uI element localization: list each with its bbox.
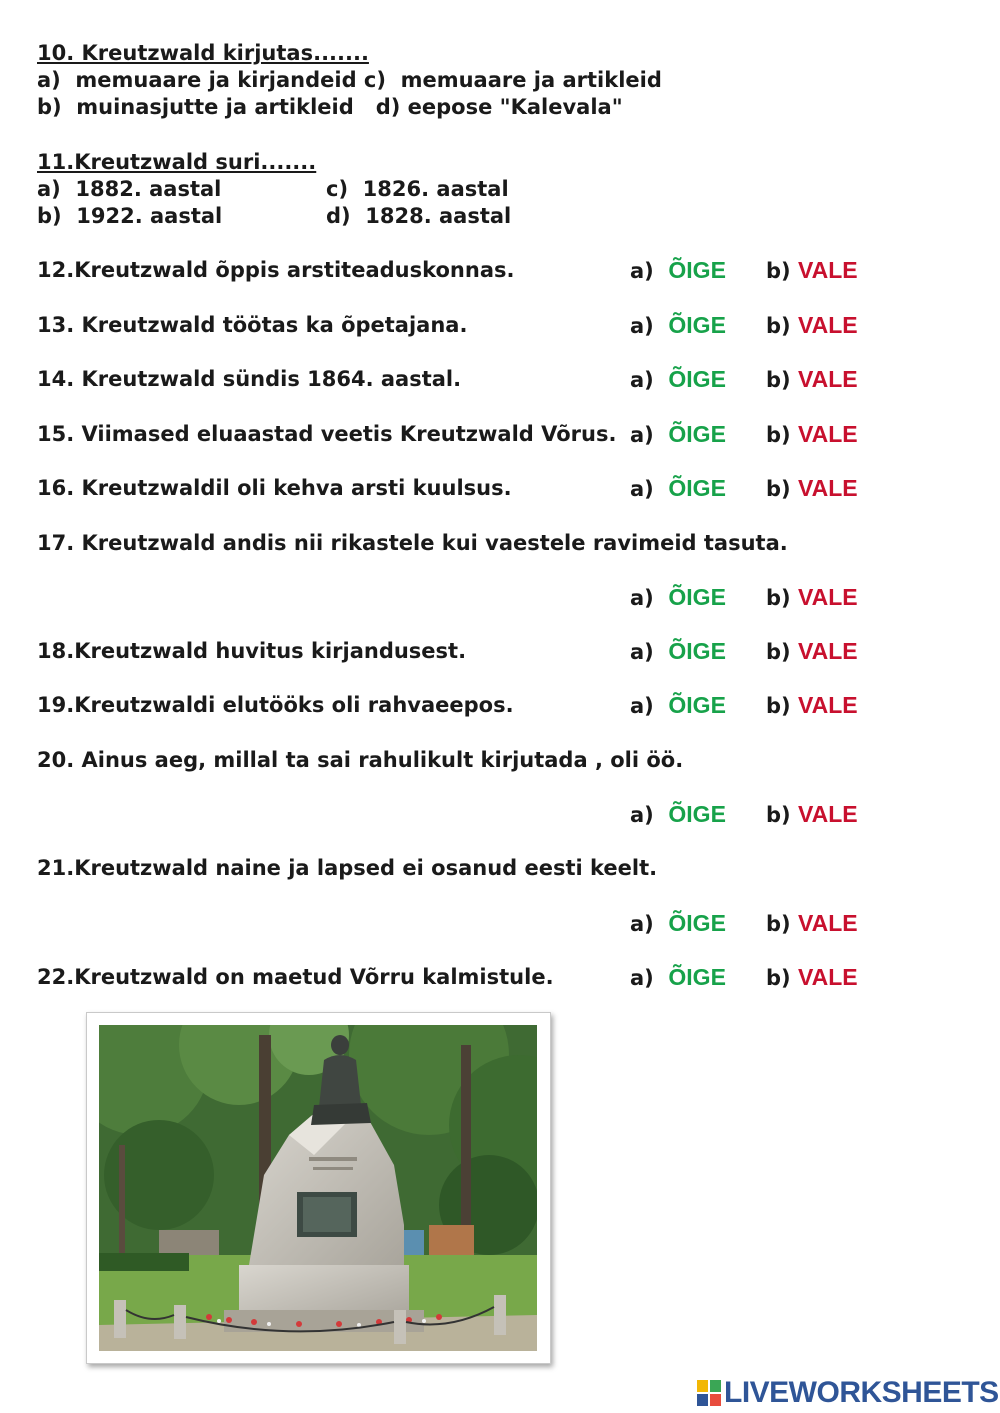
question-11-option-a: a) 1882. aastal bbox=[37, 177, 222, 201]
oige-label: ÕIGE bbox=[668, 692, 726, 718]
answer-19-option-vale[interactable] bbox=[766, 692, 858, 719]
statement-22: 22.Kreutzwald on maetud Võrru kalmistule. bbox=[37, 965, 554, 989]
option-letter-b: b) bbox=[766, 368, 791, 392]
answer-21-option-vale[interactable] bbox=[766, 910, 858, 937]
answer-19-option-oige[interactable] bbox=[630, 692, 726, 719]
question-10-title: 10. Kreutzwald kirjutas....... bbox=[37, 41, 369, 65]
option-letter-b: b) bbox=[766, 640, 791, 664]
oige-label: ÕIGE bbox=[668, 801, 726, 827]
answer-16-option-vale[interactable] bbox=[766, 475, 858, 502]
answer-12-option-oige[interactable] bbox=[630, 257, 726, 284]
answer-20-option-oige[interactable] bbox=[630, 801, 726, 828]
monument-photo bbox=[86, 1012, 551, 1364]
option-letter-a: a) bbox=[630, 586, 654, 610]
answer-22-option-vale[interactable] bbox=[766, 964, 858, 991]
option-letter-b: b) bbox=[766, 966, 791, 990]
statement-21: 21.Kreutzwald naine ja lapsed ei osanud eesti keelt. bbox=[37, 856, 658, 880]
oige-label: ÕIGE bbox=[668, 584, 726, 610]
question-11-option-b: b) 1922. aastal bbox=[37, 204, 223, 228]
statement-12: 12.Kreutzwald õppis arstiteaduskonnas. bbox=[37, 258, 515, 282]
oige-label: ÕIGE bbox=[668, 910, 726, 936]
answer-15-option-oige[interactable] bbox=[630, 421, 726, 448]
option-letter-b: b) bbox=[766, 912, 791, 936]
statement-20: 20. Ainus aeg, millal ta sai rahulikult kirjutada , oli öö. bbox=[37, 748, 684, 772]
option-letter-b: b) bbox=[766, 314, 791, 338]
question-10-options-row2: b) muinasjutte ja artikleid d) eepose "Kalevala" bbox=[37, 95, 623, 119]
statement-18: 18.Kreutzwald huvitus kirjandusest. bbox=[37, 639, 467, 663]
option-letter-b: b) bbox=[766, 803, 791, 827]
option-letter-a: a) bbox=[630, 803, 654, 827]
vale-label: VALE bbox=[797, 801, 858, 827]
statement-14: 14. Kreutzwald sündis 1864. aastal. bbox=[37, 367, 462, 391]
vale-label: VALE bbox=[797, 692, 858, 718]
option-letter-a: a) bbox=[630, 694, 654, 718]
statement-16: 16. Kreutzwaldil oli kehva arsti kuulsus. bbox=[37, 476, 512, 500]
option-letter-b: b) bbox=[766, 586, 791, 610]
option-letter-b: b) bbox=[766, 259, 791, 283]
vale-label: VALE bbox=[797, 257, 858, 283]
statement-15: 15. Viimased eluaastad veetis Kreutzwald Võrus. bbox=[37, 422, 617, 446]
oige-label: ÕIGE bbox=[668, 638, 726, 664]
answer-18-option-oige[interactable] bbox=[630, 638, 726, 665]
oige-label: ÕIGE bbox=[668, 257, 726, 283]
option-letter-a: a) bbox=[630, 368, 654, 392]
answer-16-option-oige[interactable] bbox=[630, 475, 726, 502]
oige-label: ÕIGE bbox=[668, 312, 726, 338]
question-10-options-row1: a) memuaare ja kirjandeid c) memuaare ja artikleid bbox=[37, 68, 662, 92]
vale-label: VALE bbox=[797, 584, 858, 610]
statement-13: 13. Kreutzwald töötas ka õpetajana. bbox=[37, 313, 468, 337]
question-11-option-c: c) 1826. aastal bbox=[326, 177, 509, 201]
statement-17: 17. Kreutzwald andis nii rikastele kui vaestele ravimeid tasuta. bbox=[37, 531, 788, 555]
answer-17-option-oige[interactable] bbox=[630, 584, 726, 611]
option-letter-a: a) bbox=[630, 966, 654, 990]
answer-17-option-vale[interactable] bbox=[766, 584, 858, 611]
oige-label: ÕIGE bbox=[668, 366, 726, 392]
answer-20-option-vale[interactable] bbox=[766, 801, 858, 828]
answer-13-option-oige[interactable] bbox=[630, 312, 726, 339]
vale-label: VALE bbox=[797, 910, 858, 936]
option-letter-a: a) bbox=[630, 314, 654, 338]
oige-label: ÕIGE bbox=[668, 964, 726, 990]
vale-label: VALE bbox=[797, 366, 858, 392]
vale-label: VALE bbox=[797, 475, 858, 501]
statement-19: 19.Kreutzwaldi elutööks oli rahvaeepos. bbox=[37, 693, 514, 717]
oige-label: ÕIGE bbox=[668, 475, 726, 501]
option-letter-a: a) bbox=[630, 640, 654, 664]
option-letter-a: a) bbox=[630, 423, 654, 447]
kreutzwald-monument-image bbox=[99, 1025, 537, 1351]
oige-label: ÕIGE bbox=[668, 421, 726, 447]
option-letter-a: a) bbox=[630, 477, 654, 501]
answer-21-option-oige[interactable] bbox=[630, 910, 726, 937]
vale-label: VALE bbox=[797, 312, 858, 338]
answer-14-option-oige[interactable] bbox=[630, 366, 726, 393]
option-letter-b: b) bbox=[766, 694, 791, 718]
option-letter-a: a) bbox=[630, 912, 654, 936]
vale-label: VALE bbox=[797, 638, 858, 664]
liveworksheets-logo-icon bbox=[697, 1380, 721, 1406]
question-11-option-d: d) 1828. aastal bbox=[326, 204, 512, 228]
answer-13-option-vale[interactable] bbox=[766, 312, 858, 339]
option-letter-b: b) bbox=[766, 477, 791, 501]
option-letter-b: b) bbox=[766, 423, 791, 447]
answer-14-option-vale[interactable] bbox=[766, 366, 858, 393]
answer-12-option-vale[interactable] bbox=[766, 257, 858, 284]
vale-label: VALE bbox=[797, 964, 858, 990]
answer-18-option-vale[interactable] bbox=[766, 638, 858, 665]
question-11-title: 11.Kreutzwald suri....... bbox=[37, 150, 317, 174]
liveworksheets-logo-text: LIVEWORKSHEETS bbox=[724, 1376, 999, 1409]
answer-22-option-oige[interactable] bbox=[630, 964, 726, 991]
answer-15-option-vale[interactable] bbox=[766, 421, 858, 448]
vale-label: VALE bbox=[797, 421, 858, 447]
option-letter-a: a) bbox=[630, 259, 654, 283]
